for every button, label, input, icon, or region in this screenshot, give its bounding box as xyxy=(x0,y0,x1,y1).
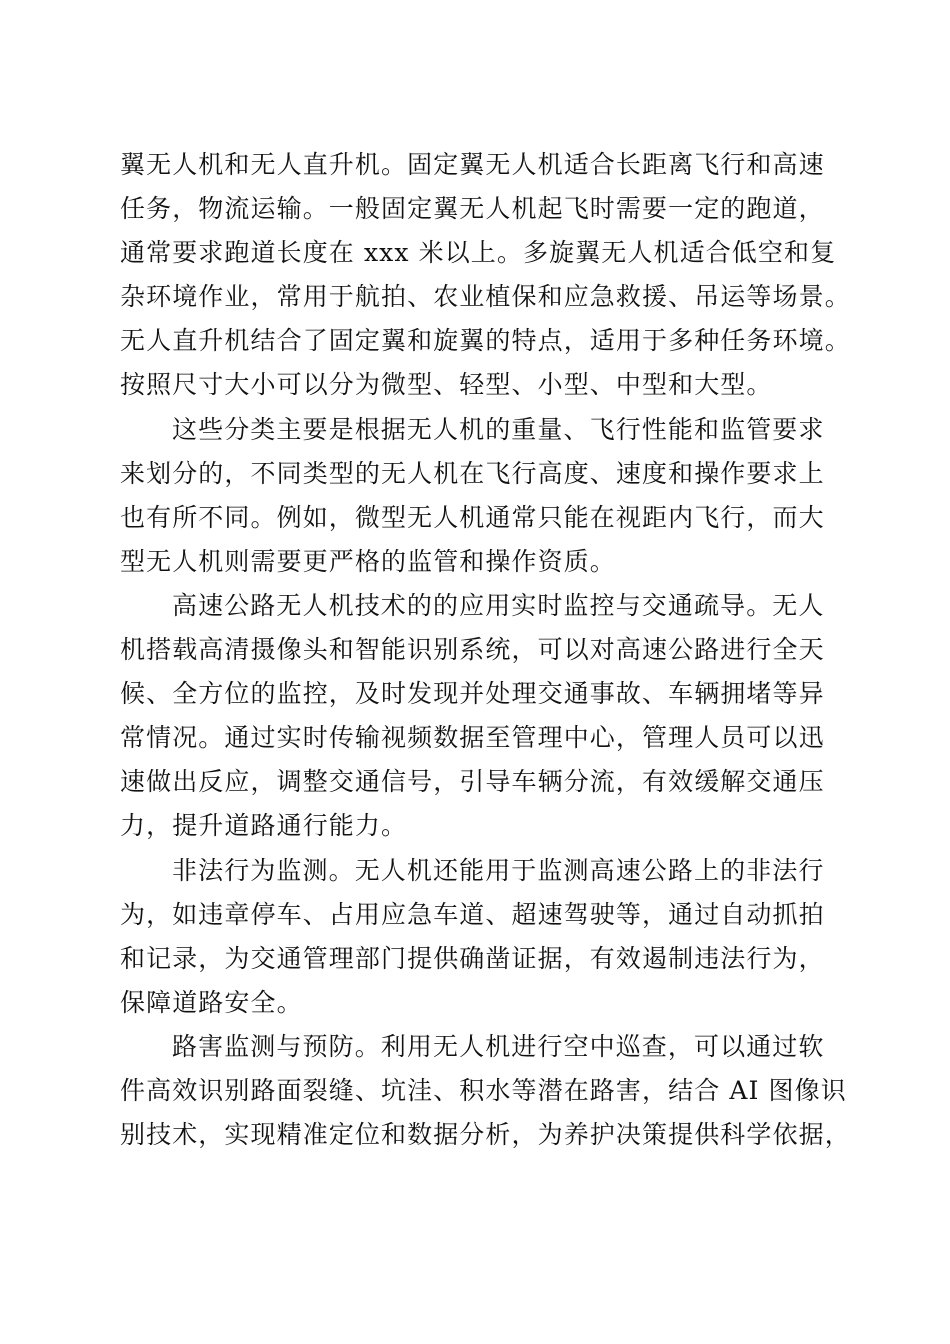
text-line: 路害监测与预防。利用无人机进行空中巡查，可以通过软 xyxy=(172,1031,825,1061)
text-line: 任务，物流运输。一般固定翼无人机起飞时需要一定的跑道， xyxy=(120,194,825,224)
text-line: 保障道路安全。 xyxy=(120,987,303,1017)
paragraph-1 xyxy=(120,143,851,408)
text-line: 速做出反应，调整交通信号，引导车辆分流，有效缓解交通压 xyxy=(120,767,825,797)
paragraph-3 xyxy=(120,584,840,849)
text-line: 通常要求跑道长度在 xxx 米以上。多旋翼无人机适合低空和复 xyxy=(120,238,837,268)
paragraph-5 xyxy=(120,1025,851,1157)
text-line: 按照尺寸大小可以分为微型、轻型、小型、中型和大型。 xyxy=(120,370,773,400)
text-line: 机搭载高清摄像头和智能识别系统，可以对高速公路进行全天 xyxy=(120,635,825,665)
text-line: 非法行为监测。无人机还能用于监测高速公路上的非法行 xyxy=(172,855,825,885)
document-body xyxy=(120,143,851,1157)
text-line: 翼无人机和无人直升机。固定翼无人机适合长距离飞行和高速 xyxy=(120,150,825,179)
text-line: 和记录，为交通管理部门提供确凿证据，有效遏制违法行为， xyxy=(120,943,825,973)
text-line: 别技术，实现精准定位和数据分析，为养护决策提供科学依据， xyxy=(120,1120,851,1150)
text-line: 也有所不同。例如，微型无人机通常只能在视距内飞行，而大 xyxy=(120,502,825,532)
text-line: 为，如违章停车、占用应急车道、超速驾驶等，通过自动抓拍 xyxy=(120,899,825,929)
text-line: 候、全方位的监控，及时发现并处理交通事故、车辆拥堵等异 xyxy=(120,679,825,709)
text-line: 高速公路无人机技术的的应用实时监控与交通疏导。无人 xyxy=(172,590,825,620)
text-line: 无人直升机结合了固定翼和旋翼的特点，适用于多种任务环境。 xyxy=(120,326,851,356)
text-line: 件高效识别路面裂缝、坑洼、积水等潜在路害，结合 AI 图像识 xyxy=(120,1075,847,1105)
text-line: 型无人机则需要更严格的监管和操作资质。 xyxy=(120,546,616,576)
paragraph-2 xyxy=(120,408,840,584)
text-line: 常情况。通过实时传输视频数据至管理中心，管理人员可以迅 xyxy=(120,723,825,753)
text-line: 来划分的，不同类型的无人机在飞行高度、速度和操作要求上 xyxy=(120,458,825,488)
text-line: 力，提升道路通行能力。 xyxy=(120,811,408,841)
text-line: 这些分类主要是根据无人机的重量、飞行性能和监管要求 xyxy=(172,414,825,444)
text-line: 杂环境作业，常用于航拍、农业植保和应急救援、吊运等场景。 xyxy=(120,282,851,312)
paragraph-4 xyxy=(120,849,840,1025)
